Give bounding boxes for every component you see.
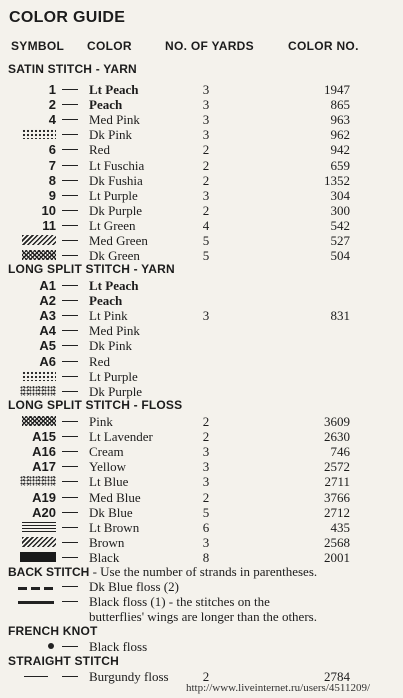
- symbol-label: A1: [39, 278, 56, 293]
- color-number: 527: [330, 233, 350, 248]
- color-name: Peach: [89, 293, 123, 309]
- dash-separator: [62, 225, 78, 226]
- yards-count: 3: [202, 82, 210, 97]
- yards-count: 2: [202, 202, 210, 218]
- symbol-label: 11: [42, 217, 56, 233]
- color-row: [0, 158, 403, 173]
- color-number: 3766: [324, 489, 350, 505]
- symbol-label: 6: [48, 142, 56, 158]
- back-stitch-item-black-line1: Black floss (1) - the stitches on the: [89, 594, 270, 609]
- swatch-pattern: [22, 235, 56, 245]
- swatch-pattern: [22, 522, 56, 532]
- dash-separator: [62, 451, 78, 452]
- color-name: Lt Peach: [89, 278, 139, 293]
- symbol-label: 7: [48, 157, 56, 173]
- color-row: [0, 505, 403, 520]
- color-row: [0, 112, 403, 127]
- straight-stitch-color-no: 2784: [324, 669, 350, 684]
- color-row: [0, 535, 403, 550]
- color-name: Lt Lavender: [89, 429, 153, 445]
- color-number: 2711: [324, 474, 350, 490]
- swatch-pattern: [20, 386, 56, 396]
- yards-count: 2: [202, 142, 210, 158]
- color-number: 746: [330, 444, 350, 460]
- color-name: Lt Green: [89, 217, 136, 233]
- color-guide-title: COLOR GUIDE: [9, 9, 126, 26]
- color-row: [0, 278, 403, 293]
- back-stitch-line: [8, 564, 317, 580]
- color-number: 300: [330, 202, 350, 218]
- swatch-pattern: [22, 129, 56, 139]
- dash-separator: [62, 330, 78, 331]
- dash-separator: [62, 557, 78, 558]
- color-name: Med Green: [89, 233, 148, 248]
- symbol-label: 1: [48, 82, 56, 97]
- color-name: Dk Fushia: [89, 172, 143, 188]
- symbol-label: A16: [32, 444, 56, 460]
- color-row: [0, 459, 403, 474]
- color-row: [0, 233, 403, 248]
- color-row: [0, 354, 403, 369]
- swatch-pattern: [22, 416, 56, 426]
- color-number: 2572: [324, 459, 350, 475]
- symbol-label: 4: [48, 112, 56, 128]
- watermark-url: http://www.liveinternet.ru/users/4511209/: [186, 682, 371, 694]
- color-name: Dk Green: [89, 248, 140, 264]
- color-row: [0, 142, 403, 157]
- color-row: [0, 444, 403, 459]
- swatch-pattern: [22, 537, 56, 547]
- dash-separator: [62, 285, 78, 286]
- symbol-label: A6: [39, 353, 56, 369]
- color-number: 1352: [324, 172, 350, 188]
- french-knot-dot-symbol: [48, 643, 54, 649]
- yards-count: 6: [202, 519, 210, 535]
- yards-count: 5: [202, 248, 210, 264]
- color-row: [0, 490, 403, 505]
- dash-separator: [62, 527, 78, 528]
- section-heading-satin: SATIN STITCH - YARN: [8, 62, 137, 76]
- yards-count: 3: [202, 308, 210, 324]
- symbol-label: A5: [39, 338, 56, 354]
- dash-separator: [62, 497, 78, 498]
- dashed-line-symbol: [18, 587, 54, 590]
- yards-count: 3: [202, 97, 210, 113]
- color-number: 435: [330, 519, 350, 535]
- color-name: Black: [89, 549, 120, 565]
- symbol-label: 2: [48, 97, 56, 113]
- color-row: [0, 550, 403, 565]
- solid-line-symbol: [18, 601, 54, 604]
- yards-count: 3: [202, 187, 210, 203]
- color-name: Med Blue: [89, 489, 141, 505]
- dash-separator: [62, 104, 78, 105]
- dash-separator: [62, 376, 78, 377]
- swatch-pattern: [20, 552, 56, 562]
- symbol-label: 9: [48, 187, 56, 203]
- color-name: Dk Pink: [89, 338, 132, 354]
- symbol-label: A15: [32, 429, 56, 445]
- dash-separator: [62, 149, 78, 150]
- yards-count: 2: [202, 172, 210, 188]
- dash-separator: [62, 542, 78, 543]
- dash-separator: [62, 240, 78, 241]
- straight-stitch-name: Burgundy floss: [89, 669, 169, 684]
- color-row: [0, 173, 403, 188]
- color-number: 831: [330, 308, 350, 324]
- color-row: [0, 520, 403, 535]
- dash-separator: [62, 134, 78, 135]
- section-heading-back-stitch: BACK STITCH: [8, 565, 90, 579]
- color-name: Cream: [89, 444, 124, 460]
- color-name: Dk Blue: [89, 504, 133, 520]
- symbol-label: 8: [48, 172, 56, 188]
- section-heading-straight-stitch: STRAIGHT STITCH: [8, 654, 119, 668]
- color-row: [0, 188, 403, 203]
- color-name: Peach: [89, 97, 123, 113]
- color-number: 865: [330, 97, 350, 113]
- symbol-label: A3: [39, 308, 56, 324]
- symbol-label: A20: [32, 504, 56, 520]
- section-heading-long-split-yarn: LONG SPLIT STITCH - YARN: [8, 262, 175, 276]
- symbol-label: A4: [39, 323, 56, 339]
- dash-separator: [62, 361, 78, 362]
- color-row: [0, 414, 403, 429]
- french-knot-item: Black floss: [89, 639, 148, 654]
- color-name: Lt Blue: [89, 474, 129, 490]
- column-header-color: COLOR: [87, 39, 132, 53]
- section-heading-french-knot: FRENCH KNOT: [8, 624, 98, 638]
- color-row: [0, 384, 403, 399]
- color-name: Lt Peach: [89, 82, 139, 97]
- color-name: Brown: [89, 534, 125, 550]
- color-row: [0, 127, 403, 142]
- color-row: [0, 429, 403, 444]
- swatch-pattern: [22, 371, 56, 381]
- dash-separator: [62, 512, 78, 513]
- color-name: Dk Purple: [89, 383, 143, 399]
- dash-separator: [62, 676, 78, 677]
- swatch-pattern: [22, 250, 56, 260]
- dash-separator: [62, 586, 78, 587]
- back-stitch-item-black-line2: butterflies' wings are longer than the others.: [89, 609, 317, 624]
- dash-separator: [62, 180, 78, 181]
- dash-separator: [62, 315, 78, 316]
- dash-separator: [62, 210, 78, 211]
- color-row: [0, 474, 403, 489]
- color-name: Lt Purple: [89, 368, 138, 384]
- color-name: Yellow: [89, 459, 126, 475]
- yards-count: 2: [202, 429, 210, 445]
- yards-count: 3: [202, 474, 210, 490]
- dash-separator: [62, 391, 78, 392]
- color-name: Med Pink: [89, 112, 140, 128]
- dash-separator: [62, 119, 78, 120]
- column-header-yards: NO. OF YARDS: [165, 39, 254, 53]
- color-number: 659: [330, 157, 350, 173]
- yards-count: 3: [202, 112, 210, 128]
- color-number: 963: [330, 112, 350, 128]
- swatch-pattern: [20, 476, 56, 486]
- color-row: [0, 338, 403, 353]
- color-name: Med Pink: [89, 323, 140, 339]
- yards-count: 5: [202, 233, 210, 248]
- color-name: Dk Purple: [89, 202, 143, 218]
- dash-separator: [62, 255, 78, 256]
- color-number: 542: [330, 217, 350, 233]
- color-row: [0, 248, 403, 263]
- yards-count: 2: [202, 157, 210, 173]
- yards-count: 2: [202, 414, 210, 429]
- color-name: Lt Purple: [89, 187, 138, 203]
- dash-separator: [62, 89, 78, 90]
- yards-count: 3: [202, 127, 210, 143]
- color-row: [0, 293, 403, 308]
- column-header-color-no: COLOR NO.: [288, 39, 359, 53]
- yards-count: 2: [202, 489, 210, 505]
- yards-count: 3: [202, 444, 210, 460]
- yards-count: 3: [202, 534, 210, 550]
- yards-count: 5: [202, 504, 210, 520]
- color-name: Dk Pink: [89, 127, 132, 143]
- color-number: 1947: [324, 82, 350, 97]
- symbol-label: A19: [32, 489, 56, 505]
- color-row: [0, 369, 403, 384]
- color-number: 2712: [324, 504, 350, 520]
- yards-count: 4: [202, 217, 210, 233]
- color-name: Pink: [89, 414, 113, 429]
- yards-count: 3: [202, 459, 210, 475]
- dash-separator: [62, 601, 78, 602]
- color-name: Lt Brown: [89, 519, 140, 535]
- dash-separator: [62, 165, 78, 166]
- dash-separator: [62, 345, 78, 346]
- dash-separator: [62, 195, 78, 196]
- color-name: Lt Pink: [89, 308, 128, 324]
- yards-count: 8: [202, 549, 210, 565]
- symbol-label: A17: [32, 459, 56, 475]
- color-name: Red: [89, 353, 110, 369]
- dash-separator: [62, 421, 78, 422]
- color-number: 2001: [324, 549, 350, 565]
- color-number: 942: [330, 142, 350, 158]
- color-number: 962: [330, 127, 350, 143]
- dash-separator: [62, 481, 78, 482]
- color-row: [0, 308, 403, 323]
- color-row: [0, 218, 403, 233]
- color-row: [0, 323, 403, 338]
- dash-separator: [62, 436, 78, 437]
- back-stitch-item-dk-blue: Dk Blue floss (2): [89, 579, 179, 594]
- dash-separator: [62, 300, 78, 301]
- color-name: Lt Fuschia: [89, 157, 145, 173]
- back-stitch-note: - Use the number of strands in parentheses.: [89, 564, 318, 579]
- symbol-label: A2: [39, 293, 56, 309]
- dash-separator: [62, 466, 78, 467]
- symbol-label: 10: [41, 202, 56, 218]
- color-row: [0, 203, 403, 218]
- section-heading-long-split-floss: LONG SPLIT STITCH - FLOSS: [8, 398, 183, 412]
- straight-stitch-yards: 2: [202, 669, 210, 684]
- dash-separator: [62, 646, 78, 647]
- color-row: [0, 97, 403, 112]
- color-row: [0, 82, 403, 97]
- color-number: 504: [330, 248, 350, 264]
- color-name: Red: [89, 142, 110, 158]
- color-number: 2630: [324, 429, 350, 445]
- straight-line-symbol: [24, 676, 48, 677]
- color-number: 2568: [324, 534, 350, 550]
- color-number: 3609: [324, 414, 350, 429]
- column-header-symbol: SYMBOL: [11, 39, 65, 53]
- color-number: 304: [330, 187, 350, 203]
